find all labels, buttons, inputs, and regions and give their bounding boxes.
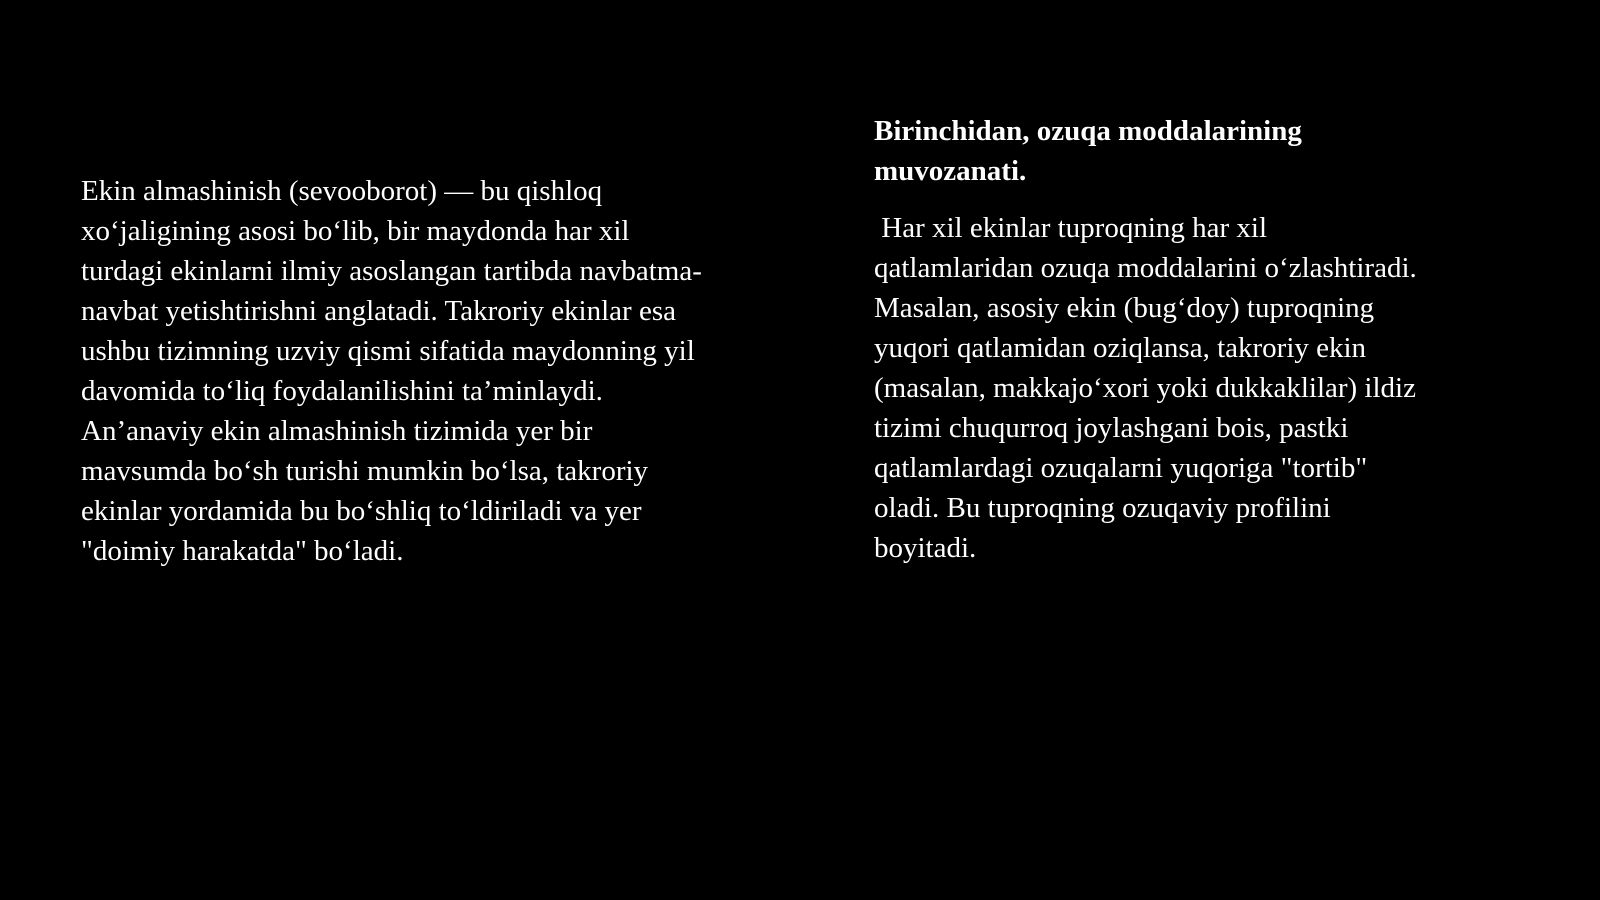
section-paragraph: Har xil ekinlar tuproqning har xil qatlamlaridan ozuqa moddalarini o‘zlashtiradi. Masalan, asosiy ekin (bug‘doy) tuproqning yuqori qatlamidan oziqlansa, takroriy ekin (masalan, makkajo‘xori yoki dukkaklilar) ildiz tizimi chuqurroq joylashgani bois, pastki qatlamlardagi ozuqalarni yuqoriga "tortib" oladi. Bu tuproqning ozuqaviy profilini boyitadi.: [874, 212, 1417, 564]
intro-paragraph: Ekin almashinish (sevooborot) — bu qishloq xo‘jaligining asosi bo‘lib, bir maydonda har xil turdagi ekinlarni ilmiy asoslangan tartibda navbatma- navbat yetishtirishni anglatadi. Takroriy ekinlar esa ushbu tizimning uzviy qismi sifatida maydonning yil davomida to‘liq foydalanilishini ta’minlaydi. An’anaviy ekin almashinish tizimida yer bir mavsumda bo‘sh turishi mumkin bo‘lsa, takroriy ekinlar yordamida bu bo‘shliq to‘ldiriladi va yer "doimiy harakatda" bo‘ladi.: [81, 175, 702, 567]
right-text-column: [874, 111, 1474, 568]
left-text-column: [81, 131, 771, 611]
section-heading: Birinchidan, ozuqa moddalarining muvozanati.: [874, 115, 1302, 187]
